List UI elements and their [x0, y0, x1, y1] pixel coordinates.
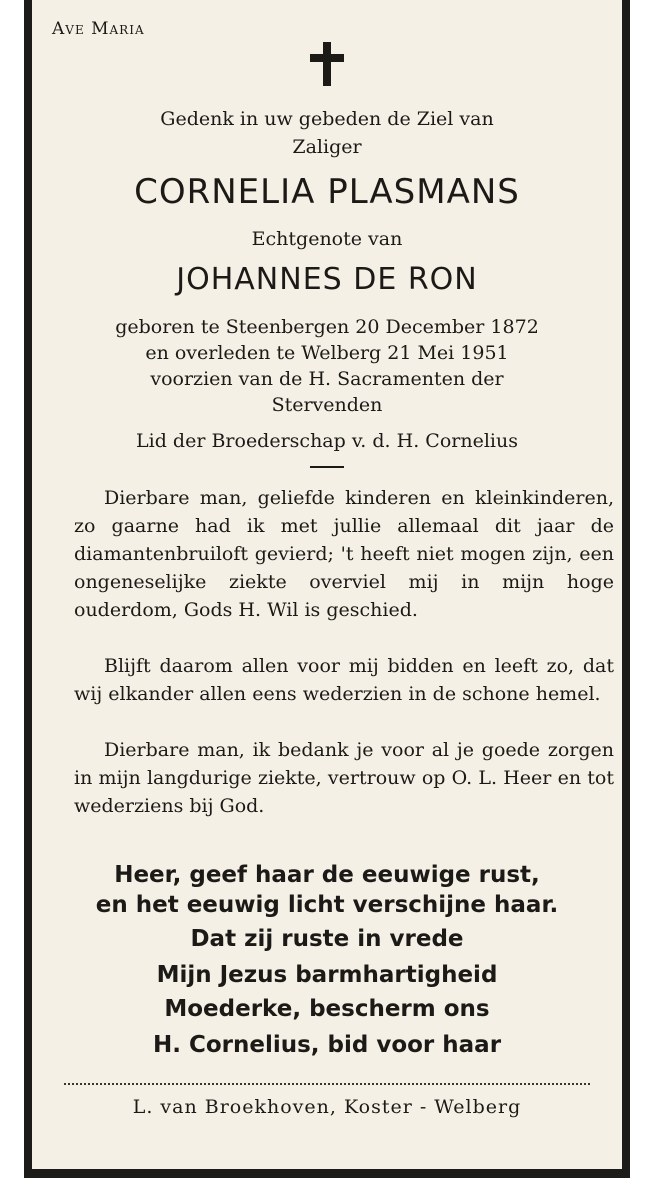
prayer-line-1: Heer, geef haar de eeuwige rust,: [114, 862, 540, 888]
intro-line-2: Zaliger: [292, 136, 362, 158]
ave-maria-label: Ave Maria: [52, 19, 145, 39]
bio-line-1: geboren te Steenbergen 20 December 1872: [115, 316, 539, 338]
footer-printer: L. van Broekhoven, Koster - Welberg: [132, 1096, 522, 1118]
intro-line-1: Gedenk in uw gebeden de Ziel van: [160, 108, 494, 130]
spouse-name: JOHANNES DE RON: [176, 262, 478, 297]
paragraph-1: Dierbare man, geliefde kinderen en kleinkinderen, zo gaarne had ik met jullie allemaal dit jaar de diamantenbruiloft gevierd; 't heeft niet mogen zijn, een ongeneselijke ziekte overviel mij in mijn hoge ouderdom, Gods H. Wil is geschied.: [74, 487, 614, 621]
footer-dotted-rule: [64, 1083, 590, 1085]
paragraph-3: Dierbare man, ik bedank je voor al je goede zorgen in mijn langdurige ziekte, vertrouw op O. L. Heer en tot wederziens bij God.: [74, 739, 614, 817]
deceased-name: CORNELIA PLASMANS: [134, 172, 520, 212]
prayer-line-6: H. Cornelius, bid voor haar: [152, 1032, 502, 1058]
bio-line-3: voorzien van de H. Sacramenten der: [150, 368, 504, 390]
separator-dash: [32, 466, 622, 468]
membership-text: Lid der Broederschap v. d. H. Cornelius: [136, 430, 518, 452]
bio-line-4: Stervenden: [271, 394, 383, 416]
memorial-card: [24, 0, 630, 1178]
latin-cross-icon: [310, 42, 344, 86]
bio-line-2: en overleden te Welberg 21 Mei 1951: [145, 342, 509, 364]
prayer-line-4: Mijn Jezus barmhartigheid: [156, 962, 498, 988]
prayer-line-3: Dat zij ruste in vrede: [190, 926, 464, 952]
spouse-label: Echtgenote van: [251, 228, 403, 250]
prayer-line-2: en het eeuwig licht verschijne haar.: [95, 892, 559, 918]
paragraph-2: Blijft daarom allen voor mij bidden en leeft zo, dat wij elkander allen eens wederzien in de schone hemel.: [74, 655, 614, 705]
prayer-line-5: Moederke, bescherm ons: [164, 996, 490, 1022]
cross-icon: [32, 42, 622, 86]
